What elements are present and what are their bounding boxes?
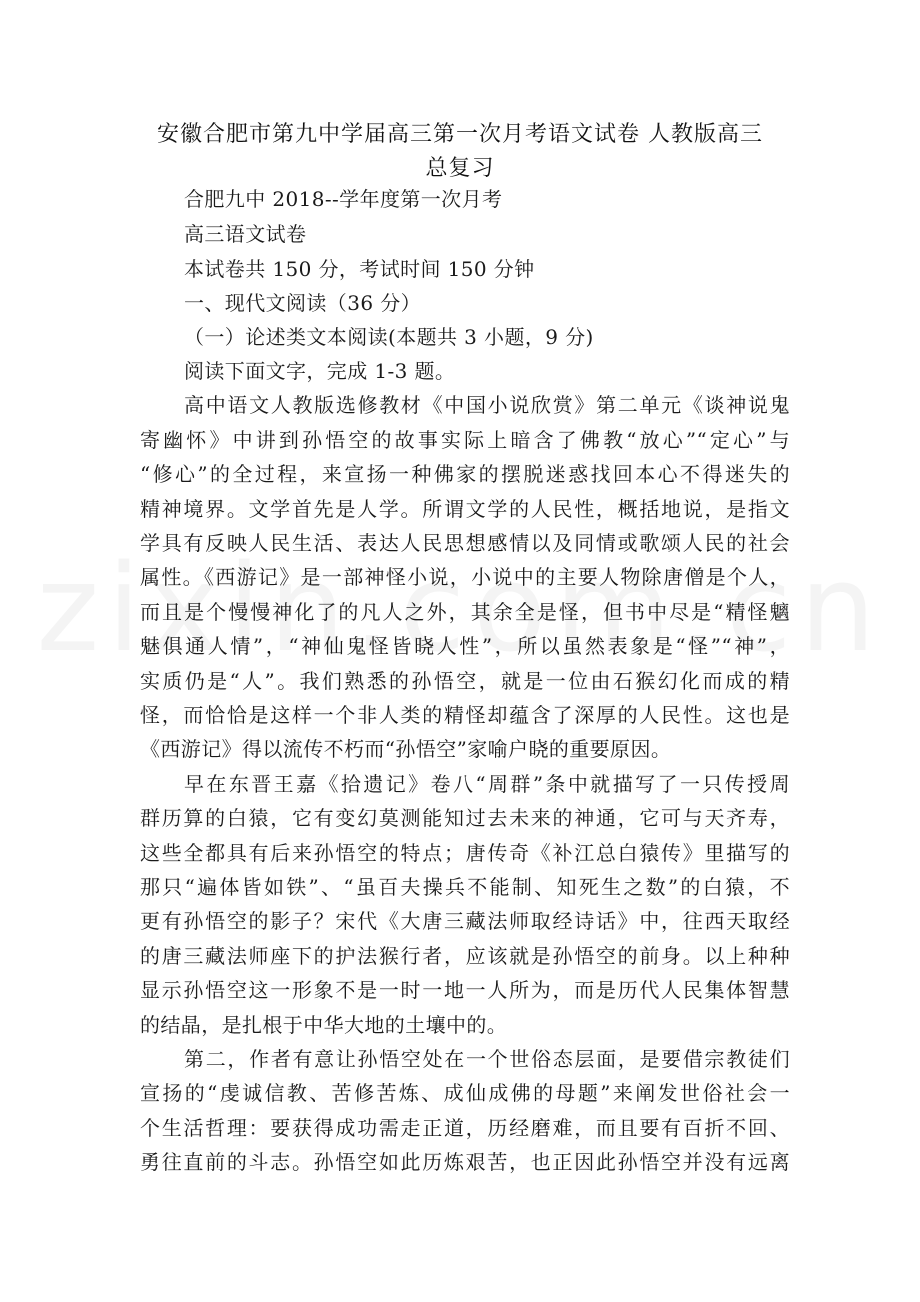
exam-subject: 高三语文试卷: [184, 222, 307, 246]
section-heading: 一、现代文阅读（36 分）: [184, 291, 422, 315]
body-line: 魅俱通人情”，“神仙鬼怪皆晓人性”，所以虽然表象是“怪”“神”，: [140, 634, 790, 658]
body-line: 而且是个慢慢神化了的凡人之外，其余全是怪，但书中尽是“精怪魑: [140, 600, 790, 624]
body-line: 这些全都具有后来孙悟空的特点；唐传奇《补江总白猿传》里描写的: [140, 841, 790, 865]
exam-info: 本试卷共 150 分，考试时间 150 分钟: [184, 257, 535, 281]
body-line: 怪，而恰恰是这样一个非人类的精怪却蕴含了深厚的人民性。这也是: [140, 703, 790, 727]
reading-instruction: 阅读下面文字，完成 1-3 题。: [184, 359, 456, 383]
body-line: 高中语文人教版选修教材《中国小说欣赏》第二单元《谈神说鬼: [184, 393, 790, 417]
document-title: [140, 118, 780, 186]
body-line: 学具有反映人民生活、表达人民思想感情以及同情或歌颂人民的社会: [140, 531, 790, 555]
body-line: “修心”的全过程，来宣扬一种佛家的摆脱迷惑找回本心不得迷失的: [140, 462, 790, 486]
body-line: 勇往直前的斗志。孙悟空如此历炼艰苦，也正因此孙悟空并没有远离: [140, 1150, 790, 1174]
body-line: 个生活哲理：要获得成功需走正道，历经磨难，而且要有百折不回、: [140, 1116, 790, 1140]
body-line: 《西游记》得以流传不朽而“孙悟空”家喻户晓的重要原因。: [140, 737, 672, 761]
body-line: 属性。《西游记》是一部神怪小说，小说中的主要人物除唐僧是个人，: [140, 565, 790, 589]
title-line-1: 安徽合肥市第九中学届高三第一次月考语文试卷 人教版高三: [157, 122, 763, 147]
body-line: 精神境界。文学首先是人学。所谓文学的人民性，概括地说，是指文: [140, 497, 790, 521]
body-line: 更有孙悟空的影子？宋代《大唐三藏法师取经诗话》中，往西天取经: [140, 909, 790, 933]
subsection-heading: （一）论述类文本阅读(本题共 3 小题，9 分): [184, 325, 594, 349]
body-line: 显示孙悟空这一形象不是一时一地一人所为，而是历代人民集体智慧: [140, 978, 790, 1002]
body-line: 那只“遍体皆如铁”、“虽百夫操兵不能制、知死生之数”的白猿，不: [140, 875, 790, 899]
body-line: 第二，作者有意让孙悟空处在一个世俗态层面，是要借宗教徒们: [184, 1047, 790, 1071]
body-line: 实质仍是“人”。我们熟悉的孙悟空，就是一位由石猴幻化而成的精: [140, 669, 790, 693]
body-line: 宣扬的“虔诚信教、苦修苦炼、成仙成佛的母题”来阐发世俗社会一: [140, 1081, 790, 1105]
title-line-2: 总复习: [425, 156, 495, 181]
body-line: 的唐三藏法师座下的护法猴行者，应该就是孙悟空的前身。以上种种: [140, 944, 790, 968]
body-line: 寄幽怀》中讲到孙悟空的故事实际上暗含了佛教“放心”“定心”与: [140, 428, 790, 452]
body-line: 早在东晋王嘉《拾遗记》卷八“周群”条中就描写了一只传授周: [184, 772, 790, 796]
exam-name: 合肥九中 2018--学年度第一次月考: [184, 187, 503, 211]
body-line: 的结晶，是扎根于中华大地的土壤中的。: [140, 1013, 508, 1037]
body-line: 群历算的白猿，它有变幻莫测能知过去未来的神通，它可与天齐寿，: [140, 806, 790, 830]
